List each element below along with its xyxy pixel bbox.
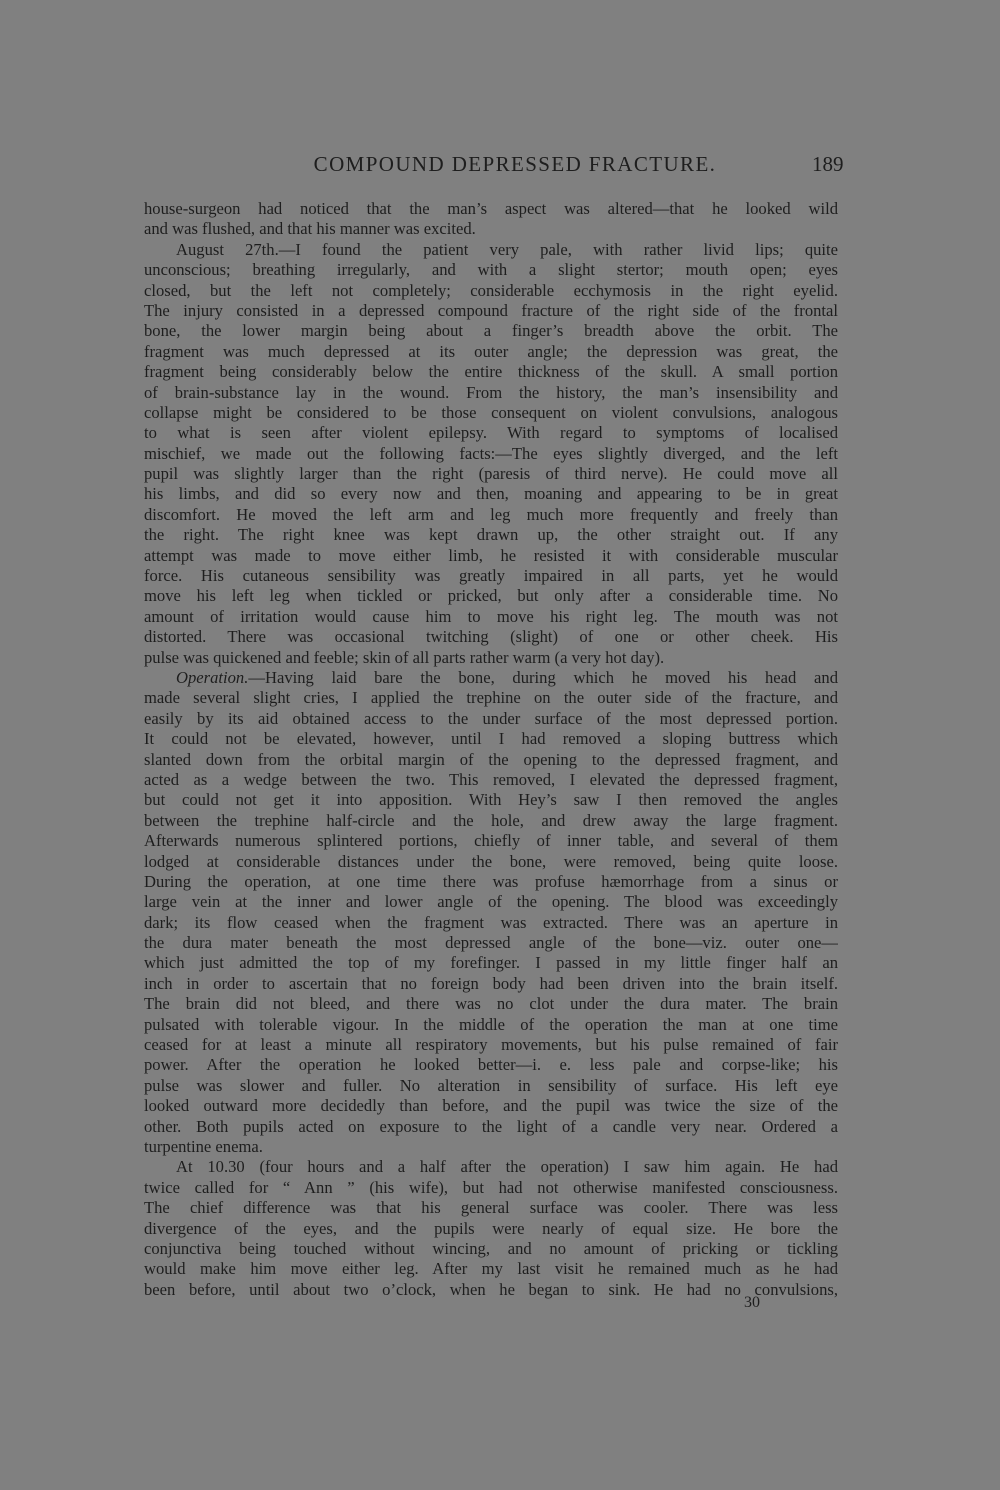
text-line: collapse might be considered to be those consequent on violent convulsions, analogous [144, 402, 838, 422]
text-line: which just admitted the top of my forefinger. I passed in my little finger half an [144, 953, 838, 973]
text-line: to what is seen after violent epilepsy. With regard to symptoms of localised [144, 423, 838, 443]
text-line: but could not get it into apposition. With Hey’s saw I then removed the angles [144, 790, 838, 810]
text-line: move his left leg when tickled or pricked, but only after a considerable time. No [144, 586, 838, 606]
text-line: The brain did not bleed, and there was no clot under the dura mater. The brain [144, 994, 838, 1014]
text-line: Operation.—Having laid bare the bone, during which he moved his head and [176, 667, 838, 687]
text-line: would make him move either leg. After my last visit he remained much as he had [144, 1259, 838, 1279]
text-line: turpentine enema. [144, 1136, 263, 1156]
text-line: fragment was much depressed at its outer angle; the depression was great, the [144, 341, 838, 361]
text-line: been before, until about two o’clock, when he began to sink. He had no convulsions, [144, 1279, 838, 1299]
text-line: lodged at considerable distances under the bone, were removed, being quite loose. [144, 851, 838, 871]
text-line: At 10.30 (four hours and a half after the operation) I saw him again. He had [176, 1157, 838, 1177]
text-line: attempt was made to move either limb, he resisted it with considerable muscular [144, 545, 838, 565]
text-line: fragment being considerably below the entire thickness of the skull. A small portion [144, 362, 838, 382]
text-line: conjunctiva being touched without wincing, and no amount of pricking or tickling [144, 1238, 838, 1258]
text-line: pupil was slightly larger than the right (paresis of third nerve). He could move all [144, 464, 838, 484]
text-line: and was flushed, and that his manner was excited. [144, 219, 476, 239]
text-line: The chief difference was that his general surface was cooler. There was less [144, 1198, 838, 1218]
text-line: easily by its aid obtained access to the under surface of the most depressed portion. [144, 708, 838, 728]
text-line: of brain-substance lay in the wound. From the history, the man’s insensibility and [144, 382, 838, 402]
signature-mark: 30 [744, 1294, 760, 1311]
text-line: the dura mater beneath the most depressed angle of the bone—viz. outer one— [144, 933, 838, 953]
text-line: mischief, we made out the following facts:—The eyes slightly diverged, and the left [144, 443, 838, 463]
text-line: ceased for at least a minute all respiratory movements, but his pulse remained of fair [144, 1035, 838, 1055]
page-number: 189 [812, 152, 844, 176]
text-line: amount of irritation would cause him to move his right leg. The mouth was not [144, 606, 838, 626]
body-text [144, 199, 838, 1300]
text-line: divergence of the eyes, and the pupils were nearly of equal size. He bore the [144, 1218, 838, 1238]
text-line: made several slight cries, I applied the trephine on the outer side of the fracture, and [144, 688, 838, 708]
text-line: August 27th.—I found the patient very pale, with rather livid lips; quite [176, 239, 838, 259]
text-line: force. His cutaneous sensibility was greatly impaired in all parts, yet he would [144, 566, 838, 586]
text-line: his limbs, and did so every now and then, moaning and appearing to be in great [144, 484, 838, 504]
text-line: The injury consisted in a depressed compound fracture of the right side of the frontal [144, 300, 838, 320]
text-line: It could not be elevated, however, until I had removed a sloping buttress which [144, 729, 838, 749]
text-line: closed, but the left not completely; considerable ecchymosis in the right eyelid. [144, 280, 838, 300]
text-line: the right. The right knee was kept drawn up, the other straight out. If any [144, 525, 838, 545]
text-line: house-surgeon had noticed that the man’s aspect was altered—that he looked wild [144, 199, 838, 218]
text-line: Afterwards numerous splintered portions, chiefly of inner table, and several of them [144, 831, 838, 851]
text-line: looked outward more decidedly than before, and the pupil was twice the size of the [144, 1096, 838, 1116]
running-header-title: COMPOUND DEPRESSED FRACTURE. [313, 152, 717, 176]
text-line: pulse was slower and fuller. No alteration in sensibility of surface. His left eye [144, 1075, 838, 1095]
text-line: power. After the operation he looked better—i. e. less pale and corpse-like; his [144, 1055, 838, 1075]
text-line: inch in order to ascertain that no foreign body had been driven into the brain itself. [144, 973, 838, 993]
text-line: between the trephine half-circle and the hole, and drew away the large fragment. [144, 810, 838, 830]
text-line: pulse was quickened and feeble; skin of all parts rather warm (a very hot day). [144, 647, 665, 667]
text-line: pulsated with tolerable vigour. In the middle of the operation the man at one time [144, 1014, 838, 1034]
text-line: During the operation, at one time there was profuse hæmorrhage from a sinus or [144, 871, 838, 891]
text-line: twice called for “ Ann ” (his wife), but had not otherwise manifested consciousness. [144, 1177, 838, 1197]
text-line: discomfort. He moved the left arm and leg much more frequently and freely than [144, 504, 838, 524]
text-line: dark; its flow ceased when the fragment was extracted. There was an aperture in [144, 912, 838, 932]
text-line: other. Both pupils acted on exposure to the light of a candle very near. Ordered a [144, 1116, 838, 1136]
text-line: slanted down from the orbital margin of the opening to the depressed fragment, and [144, 749, 838, 769]
text-line: large vein at the inner and lower angle of the opening. The blood was exceedingly [144, 892, 838, 912]
text-line: unconscious; breathing irregularly, and with a slight stertor; mouth open; eyes [144, 260, 838, 280]
text-line: distorted. There was occasional twitching (slight) of one or other cheek. His [144, 627, 838, 647]
text-line: bone, the lower margin being about a finger’s breadth above the orbit. The [144, 321, 838, 341]
text-line: acted as a wedge between the two. This removed, I elevated the depressed fragment, [144, 769, 838, 789]
